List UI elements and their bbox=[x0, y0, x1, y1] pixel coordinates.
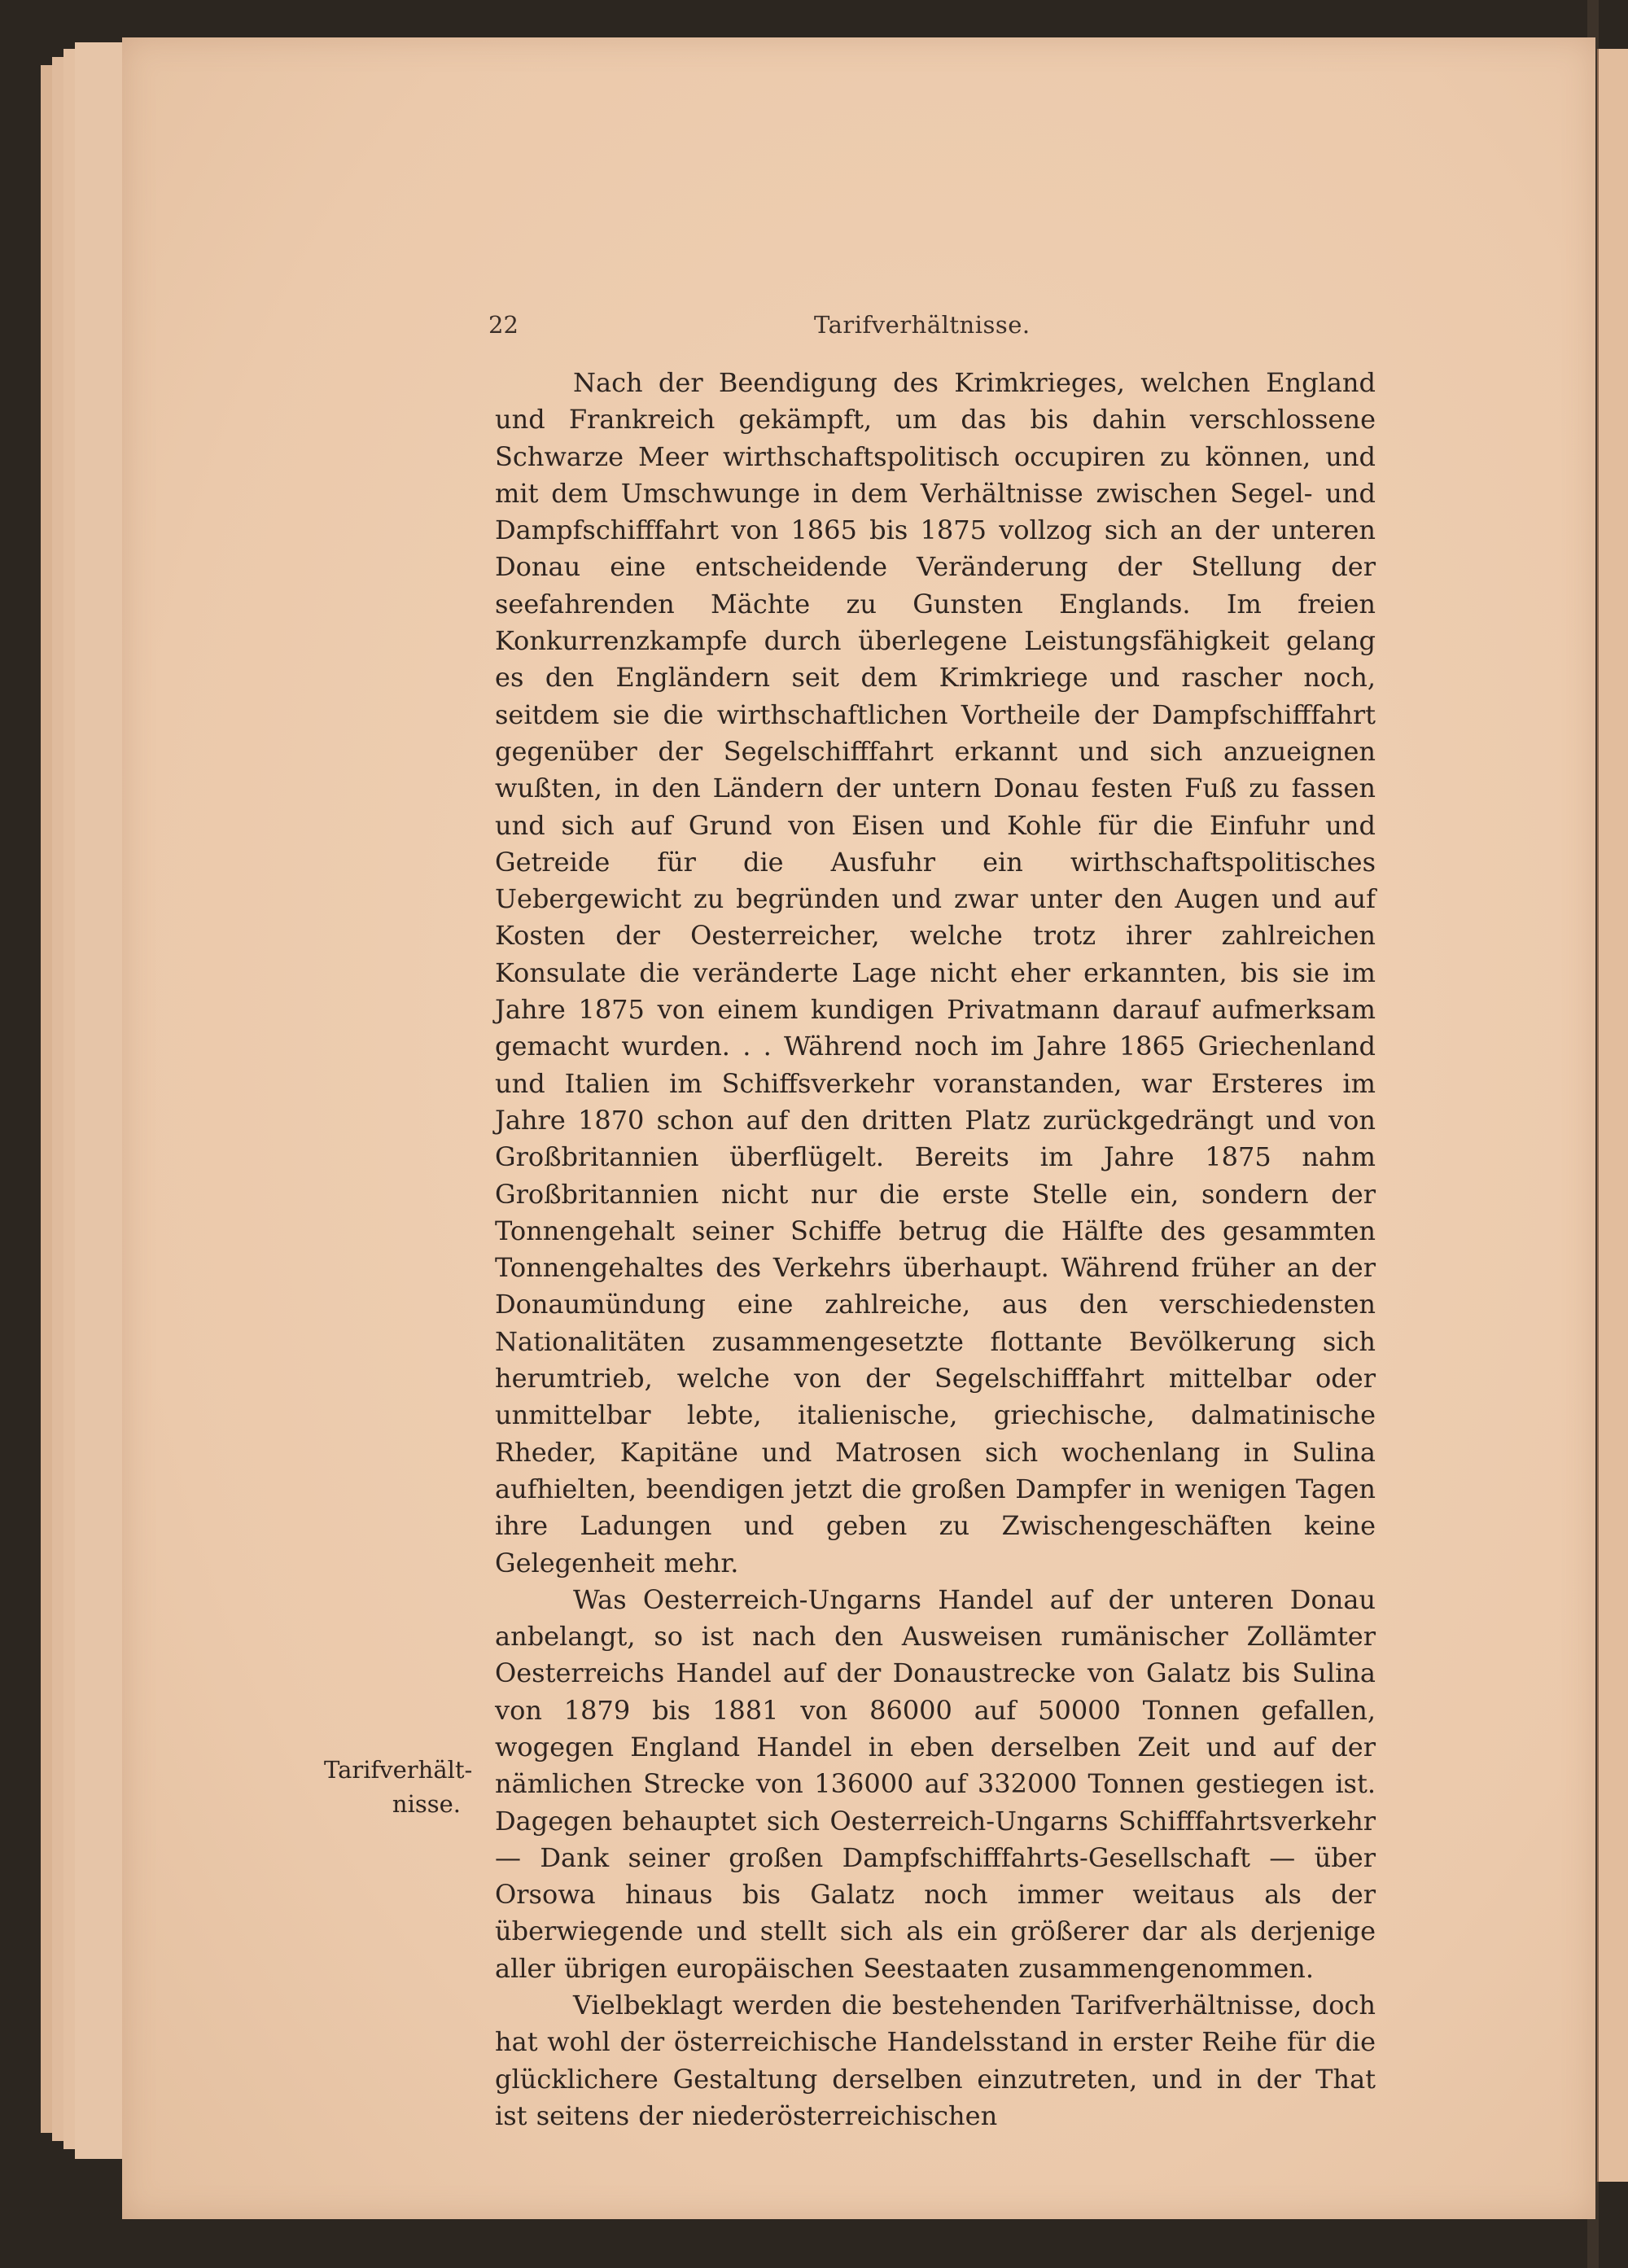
marginal-note: Tarifverhält-nisse. bbox=[324, 1756, 473, 1818]
running-title: Tarifverhältnisse. bbox=[814, 311, 1031, 339]
page-number: 22 bbox=[488, 311, 519, 339]
page-header bbox=[488, 311, 1384, 352]
facing-page-edge bbox=[1597, 49, 1628, 2182]
main-text-block bbox=[495, 365, 1376, 2134]
paragraph-3: Vielbeklagt werden die bestehenden Tarifverhältnisse, doch hat wohl der österreichische Handelsstand in erster Reihe für die glücklichere Gestaltung derselben einzutreten, und in der That ist seitens der niederösterreichischen bbox=[495, 1990, 1376, 2131]
paragraph-2: Was Oesterreich-Ungarns Handel auf der unteren Donau anbelangt, so ist nach den Ausweisen rumänischer Zollämter Oesterreichs Handel auf der Donaustrecke von Galatz bis Sulina von 1879 bis 1881 von 86000 auf 50000 Tonnen gefallen, wogegen England Handel in eben derselben Zeit und auf der nämlichen Strecke von 136000 auf 332000 Tonnen gestiegen ist. Dagegen behauptet sich Oesterreich-Ungarns Schifffahrtsverkehr — Dank seiner großen Dampfschifffahrts-Gesellschaft — über Orsowa hinaus bis Galatz noch immer weitaus als der überwiegende und stellt sich als ein größerer dar als derjenige aller übrigen europäischen Seestaaten zusammengenommen. bbox=[495, 1583, 1376, 1984]
paragraph-1: Nach der Beendigung des Krimkrieges, welchen England und Frankreich gekämpft, um das bis dahin verschlossene Schwarze Meer wirthschaftspolitisch occupiren zu können, und mit dem Umschwunge in dem Verhältnisse zwischen Segel- und Dampfschifffahrt von 1865 bis 1875 vollzog sich an der unteren Donau eine entscheidende Veränderung der Stellung der seefahrenden Mächte zu Gunsten Englands. Im freien Konkurrenzkampfe durch überlegene Leistungsfähigkeit gelang es den Engländern seit dem Krimkriege und rascher noch, seitdem sie die wirthschaftlichen Vortheile der Dampfschifffahrt gegenüber der Segelschifffahrt erkannt und sich anzueignen wußten, in den Ländern der untern Donau festen Fuß zu fassen und sich auf Grund von Eisen und Kohle für die Einfuhr und Getreide für die Ausfuhr ein wirthschaftspolitisches Uebergewicht zu begründen und zwar unter den Augen und auf Kosten der Oesterreicher, welche trotz ihrer zahlreichen Konsulate die veränderte Lage nicht eher erkannten, bis sie im Jahre 1875 von einem kundigen Privatmann darauf aufmerksam gemacht wurden. . . Während noch im Jahre 1865 Griechenland und Italien im Schiffsverkehr voranstanden, war Ersteres im Jahre 1870 schon auf den dritten Platz zurückgedrängt und von Großbritannien überflügelt. Bereits im Jahre 1875 nahm Großbritannien nicht nur die erste Stelle ein, sondern der Tonnengehalt seiner Schiffe betrug die Hälfte des gesammten Tonnengehaltes des Verkehrs überhaupt. Während früher an der Donaumündung eine zahlreiche, aus den verschiedensten Nationalitäten zusammengesetzte flottante Bevölkerung sich herumtrieb, welche von der Segelschifffahrt mittelbar oder unmittelbar lebte, italienische, griechische, dalmatinische Rheder, Kapitäne und Matrosen sich wochenlang in Sulina aufhielten, beendigen jetzt die großen Dampfer in wenigen Tagen ihre Ladungen und geben zu Zwischengeschäften keine Gelegenheit mehr. bbox=[495, 367, 1376, 1578]
